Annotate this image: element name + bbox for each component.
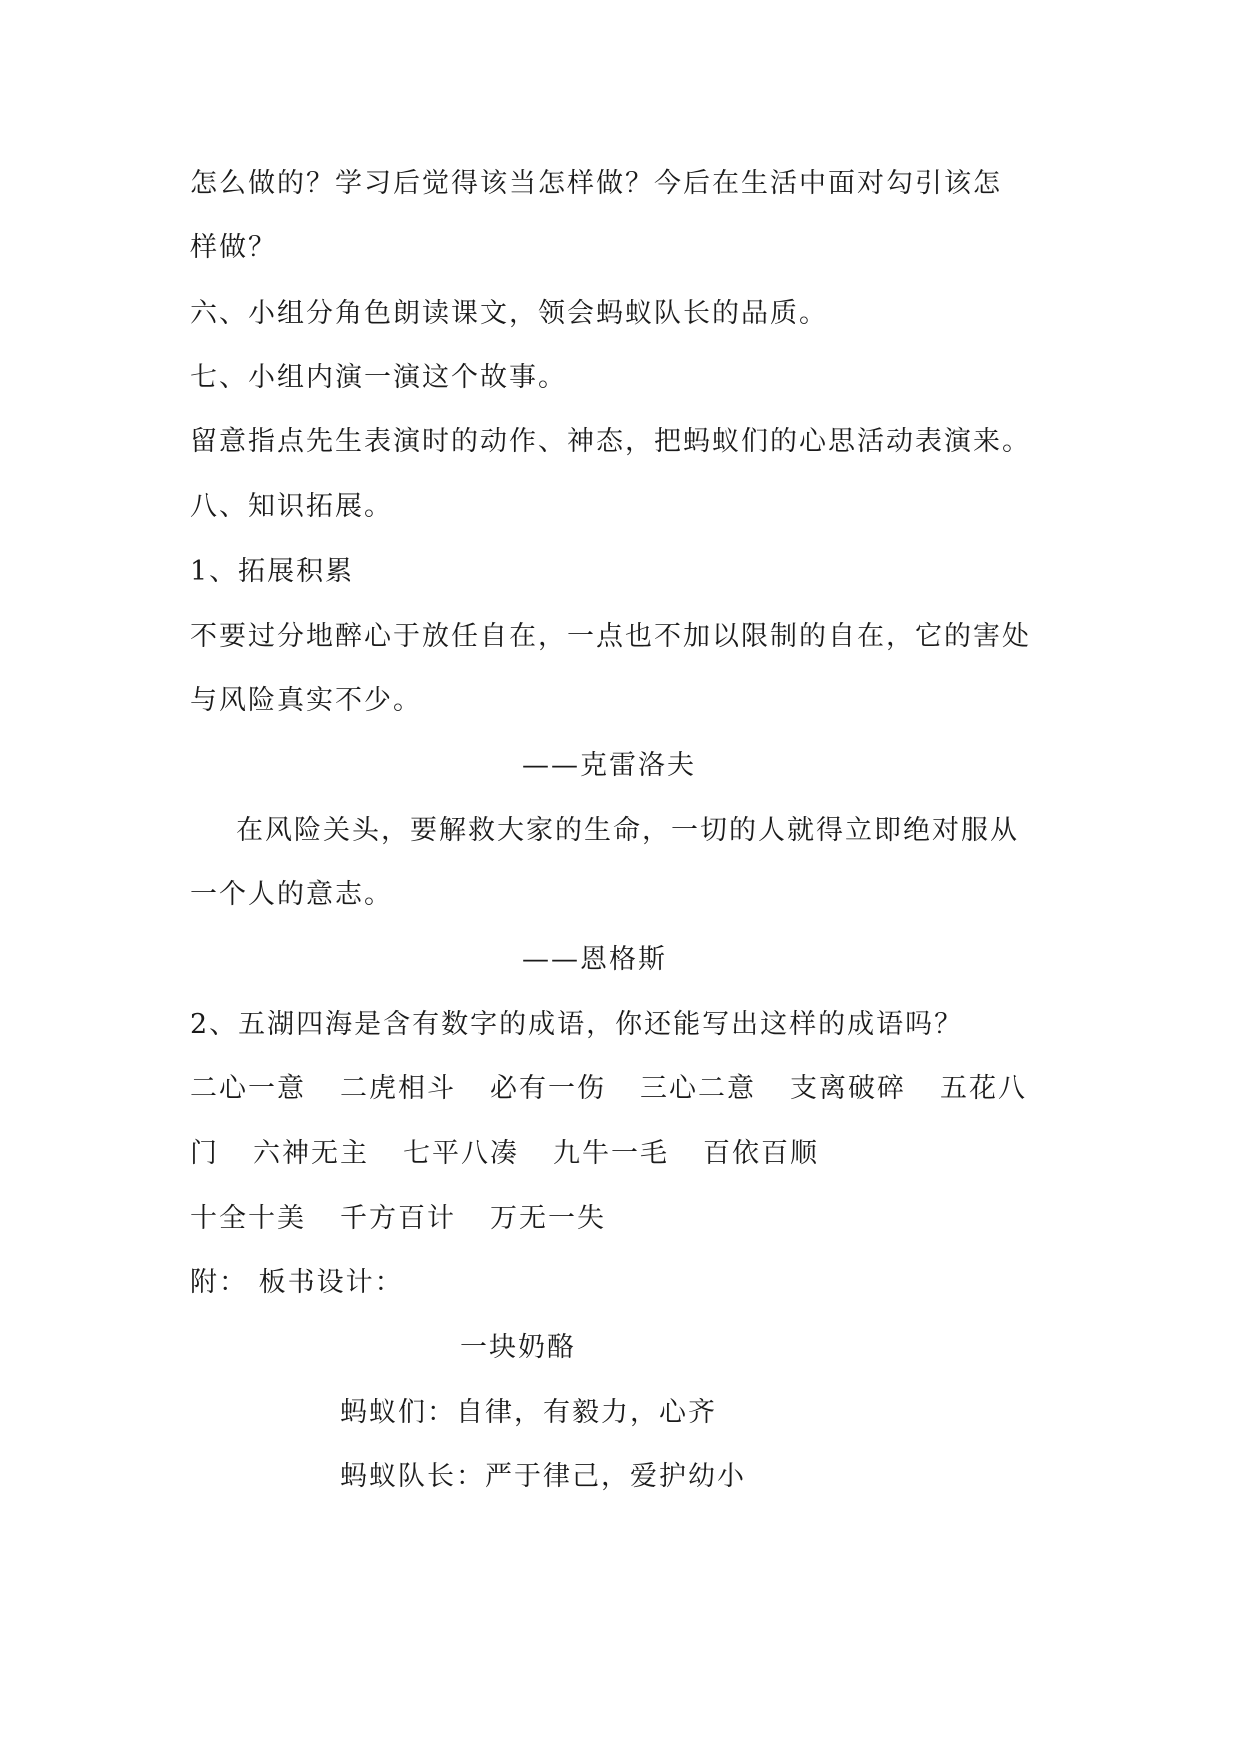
board-title: 一块奶酪 (460, 1332, 576, 1363)
section-heading-7: 七、小组内演一演这个故事。 (190, 362, 567, 393)
section-heading-6: 六、小组分角色朗读课文，领会蚂蚁队长的品质。 (190, 298, 828, 329)
idiom-list-line (190, 1069, 1027, 1109)
board-design-heading: 附： 板书设计： (190, 1267, 404, 1298)
subsection-heading-2: 2、五湖四海是含有数字的成语，你还能写出这样的成语吗？ (190, 1009, 964, 1040)
quote-line: 与风险真实不少。 (190, 685, 422, 716)
section-heading-8: 八、知识拓展。 (190, 491, 393, 522)
idiom: 百依百顺 (703, 1138, 819, 1169)
subsection-heading-1: 1、拓展积累 (190, 556, 355, 587)
idiom: 九牛一毛 (553, 1138, 669, 1169)
board-row: 蚂蚁队长：严于律己，爱护幼小 (340, 1461, 746, 1492)
idiom: 五花八 (940, 1073, 1027, 1104)
idiom-list-line (190, 1199, 606, 1239)
quote-line: 在风险关头，要解救大家的生命，一切的人就得立即绝对服从 (236, 815, 1019, 846)
idiom: 门 (190, 1138, 219, 1169)
idiom: 七平八凑 (403, 1138, 519, 1169)
text-line: 留意指点先生表演时的动作、神态，把蚂蚁们的心思活动表演来。 (190, 426, 1031, 457)
quote-line: 不要过分地醉心于放任自在，一点也不加以限制的自在，它的害处 (190, 621, 1031, 652)
quote-line: 一个人的意志。 (190, 879, 393, 910)
idiom-list-line (190, 1134, 819, 1174)
text-line: 怎么做的？学习后觉得该当怎样做？今后在生活中面对勾引该怎 (190, 168, 1002, 199)
idiom: 千方百计 (340, 1203, 456, 1234)
idiom: 万无一失 (490, 1203, 606, 1234)
idiom: 十全十美 (190, 1203, 306, 1234)
idiom: 三心二意 (640, 1073, 756, 1104)
board-row: 蚂蚁们：自律，有毅力，心齐 (340, 1397, 717, 1428)
idiom: 必有一伤 (490, 1073, 606, 1104)
idiom: 支离破碎 (790, 1073, 906, 1104)
quote-attribution: ——恩格斯 (522, 944, 667, 975)
idiom: 二虎相斗 (340, 1073, 456, 1104)
quote-attribution: ——克雷洛夫 (522, 750, 696, 781)
idiom: 六神无主 (253, 1138, 369, 1169)
text-line: 样做？ (190, 232, 277, 263)
idiom: 二心一意 (190, 1073, 306, 1104)
